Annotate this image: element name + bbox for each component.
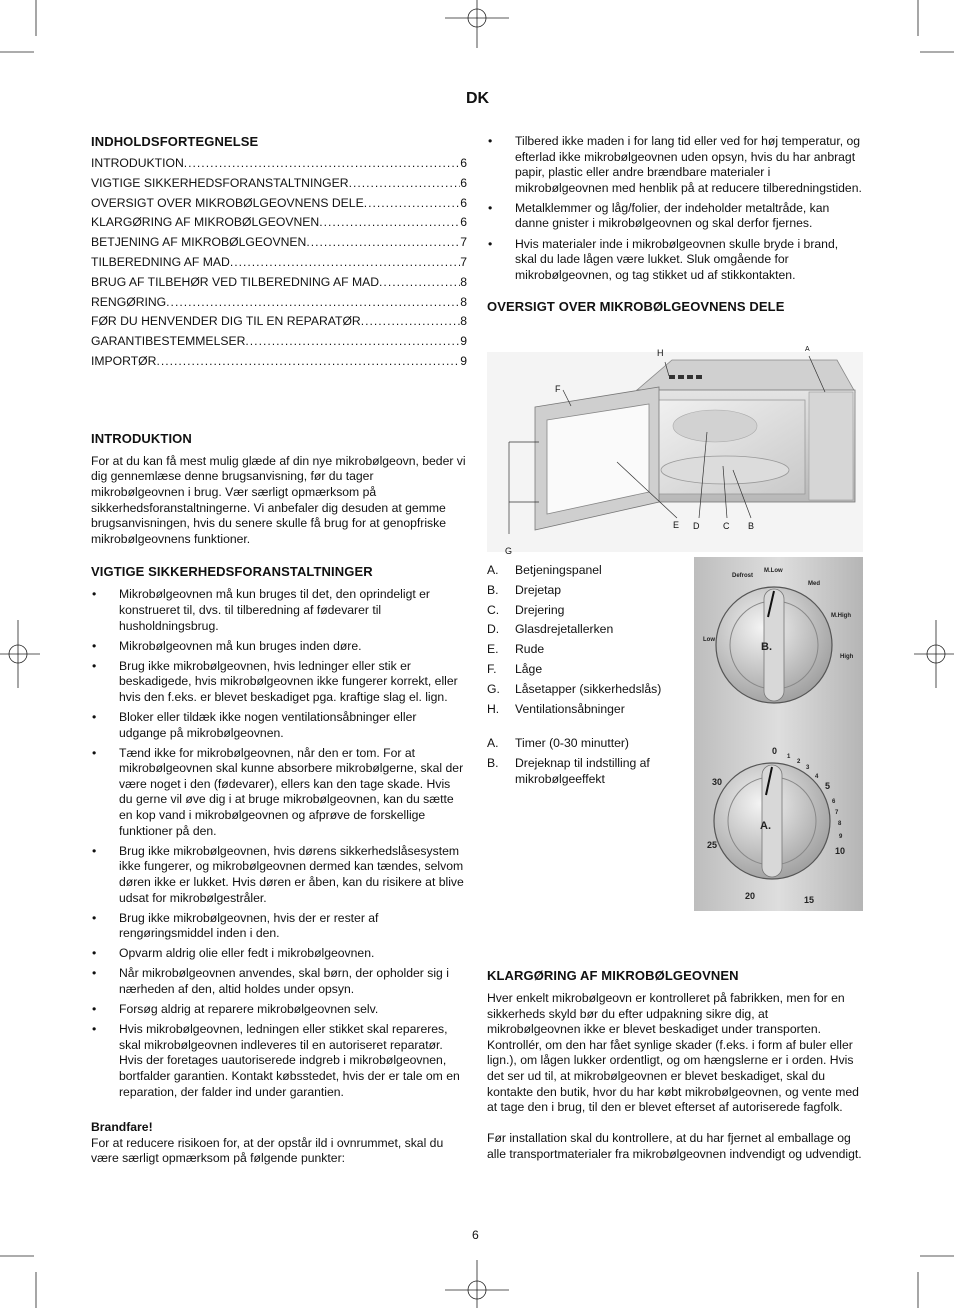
- toc-leader-dots: [349, 174, 461, 194]
- part-key: C.: [487, 602, 500, 617]
- toc-entry-page: 6: [460, 215, 467, 230]
- toc-entry-title: FØR DU HENVENDER DIG TIL EN REPARATØR: [91, 314, 361, 329]
- part-item: [487, 734, 687, 754]
- power-level-mhigh: M.High: [831, 613, 851, 619]
- part-key: D.: [487, 622, 500, 637]
- parts-section: [487, 299, 863, 314]
- part-label: Drejeknap til indstilling af mikrobølgeeffekt: [515, 756, 650, 786]
- fire-text: For at reducere risikoen for, at der opstår ild i ovnrummet, skal du være særligt opmærksom på følgende punkter:: [91, 1135, 444, 1166]
- setup-paragraph-2: Før installation skal du kontrollere, at du har fjernet al emballage og alle transportmaterialer fra mikrobølgeovnen indvendigt og udvendigt.: [487, 1131, 862, 1161]
- diagram-label-c: C: [723, 521, 730, 531]
- part-label: Låsetapper (sikkerhedslås): [515, 681, 662, 696]
- right-column: [487, 134, 863, 322]
- toc-entry-page: 9: [460, 334, 467, 349]
- fire-section: [91, 1120, 467, 1167]
- toc-leader-dots: [245, 332, 460, 352]
- toc-entry-title: OVERSIGT OVER MIKROBØLGEOVNENS DELE: [91, 195, 364, 210]
- part-key: A.: [487, 736, 499, 751]
- bullet-item: • Metalklemmer og låg/folier, der indeholder metaltråde, kan danne gnister i mikrobølgeovnen og skal derfor fjernes.: [487, 201, 863, 232]
- toc-entry-title: BETJENING AF MIKROBØLGEOVNEN: [91, 235, 307, 250]
- intro-heading: INTRODUKTION: [91, 430, 192, 446]
- setup-paragraph-1: Hver enkelt mikrobølgeovn er kontrolleret på fabrikken, men for en sikkerheds skyld bør du efter udpakning sikre dig, at mikrobølgeovnen ikke er blevet beskadiget under transporten. Kontrollér, om den har fået synlige skader (f.eks. i form af buler eller lign.), om lågen lukker ordentligt, og om hængslerne er i orden. Hvis det ser ud til, at mikrobølgeovnen er blevet beskadiget, skal du kontakte den butik, hvor du har købt mikrobølgeovnen, og vente med at tage den i brug, til den er blevet efterset af autoriserede fagfolk.: [487, 991, 859, 1115]
- toc-leader-dots: [379, 273, 460, 293]
- part-item: [487, 620, 687, 640]
- microwave-diagram: [487, 342, 863, 560]
- timer-number: 3: [806, 765, 810, 771]
- toc-heading: INDHOLDSFORTEGNELSE: [91, 134, 259, 149]
- toc-leader-dots: [361, 312, 460, 332]
- timer-number: 15: [804, 895, 815, 905]
- timer-number: 25: [707, 840, 718, 850]
- diagram-label-b: B: [748, 521, 755, 531]
- part-item: [487, 660, 687, 680]
- timer-number: 1: [787, 754, 791, 760]
- bullet-item: • Når mikrobølgeovnen anvendes, skal børn, der opholder sig i nærheden af den, altid holdes under opsyn.: [91, 966, 467, 997]
- fire-heading: Brandfare!: [91, 1120, 153, 1135]
- page-number: 6: [472, 1228, 479, 1242]
- timer-number: 4: [815, 774, 819, 780]
- toc-entry-page: 6: [460, 156, 467, 170]
- timer-number: 5: [825, 781, 831, 791]
- bullet-item: • Brug ikke mikrobølgeovnen, hvis dørens sikkerhedslåsesystem ikke fungerer, og mikrobølgeovnen dermed kan tændes, selvom døren ikke er lukket. Hvis døren er åben, kan du risikere at blive udsat for mikrobølgestråler.: [91, 844, 467, 906]
- power-level-low: Low: [703, 637, 715, 643]
- part-label: Rude: [515, 642, 545, 657]
- toc-list: [91, 154, 467, 372]
- toc-leader-dots: [230, 253, 460, 273]
- timer-number: 20: [745, 891, 756, 901]
- toc-entry: [91, 332, 467, 352]
- bullet-item: • Hvis mikrobølgeovnen, ledningen eller stikket skal repareres, skal mikrobølgeovnen indleveres til en autoriseret reparatør. Hvis der foretages uautoriserede indgreb i mikrobølgeovnen, bortfalder garantien. Kontakt købsstedet, hvis der er tale om en reparation, der falder ind under garantien.: [91, 1022, 467, 1100]
- power-level-defrost: Defrost: [732, 573, 754, 579]
- power-knob-marker: B.: [761, 641, 772, 653]
- toc-leader-dots: [319, 213, 460, 233]
- part-key: B.: [487, 756, 499, 771]
- part-label: Drejering: [515, 602, 565, 617]
- toc-entry-page: 9: [460, 353, 467, 368]
- part-key: F.: [487, 661, 497, 676]
- toc-entry: [91, 273, 467, 293]
- toc-entry-page: 6: [460, 175, 467, 190]
- toc-entry: [91, 312, 467, 332]
- power-level-high: High: [840, 654, 854, 660]
- diagram-label-d: D: [693, 521, 700, 531]
- toc-leader-dots: [306, 233, 460, 253]
- part-label: Betjeningspanel: [515, 563, 602, 577]
- part-label: Timer (0-30 minutter): [515, 736, 629, 751]
- toc-entry-title: VIGTIGE SIKKERHEDSFORANSTALTNINGER: [91, 175, 349, 190]
- toc-entry: [91, 233, 467, 253]
- toc-leader-dots: [364, 194, 461, 214]
- diagram-label-e: E: [673, 520, 680, 530]
- timer-number: 0: [772, 746, 778, 756]
- diagram-label-f: F: [555, 384, 561, 394]
- toc-entry-title: KLARGØRING AF MIKROBØLGEOVNEN: [91, 215, 320, 230]
- bullet-item: • Forsøg aldrig at reparere mikrobølgeovnen selv.: [91, 1002, 467, 1018]
- fire-list: [487, 134, 863, 283]
- safety-list: [91, 587, 467, 1100]
- bullet-item: • Opvarm aldrig olie eller fedt i mikrobølgeovnen.: [91, 946, 467, 962]
- power-level-mlow: M.Low: [764, 568, 783, 574]
- part-item: [487, 561, 687, 581]
- toc-leader-dots: [166, 293, 460, 313]
- part-item: [487, 680, 687, 700]
- toc-entry-title: IMPORTØR: [91, 353, 157, 368]
- part-item: [487, 640, 687, 660]
- setup-section: [487, 968, 863, 1163]
- table-of-contents: [91, 134, 467, 372]
- toc-entry: [91, 213, 467, 233]
- part-key: G.: [487, 681, 500, 696]
- timer-number: 10: [835, 846, 846, 856]
- part-key: E.: [487, 642, 499, 657]
- bullet-item: • Hvis materialer inde i mikrobølgeovnen skulle bryde i brand, skal du lade lågen være lukket. Sluk omgående for mikrobølgeovnen, og tag stikket ud af stikkontakten.: [487, 237, 863, 284]
- part-item: [487, 601, 687, 621]
- timer-number: 9: [839, 834, 843, 840]
- intro-text: For at du kan få mest mulig glæde af din nye mikrobølgeovn, beder vi dig gennemlæse denne brugsanvisning, før du tager mikrobølgeovnen i brug. Vær særligt opmærksom på sikkerhedsforanstaltningerne. Vi anbefaler dig desuden at gemme brugsanvisningen, hvis du senere skulle få brug for at genopfriske mikrobølgeovnens funktioner.: [91, 453, 466, 546]
- parts-heading: OVERSIGT OVER MIKROBØLGEOVNENS DELE: [487, 299, 785, 315]
- toc-entry-page: 8: [460, 274, 467, 289]
- toc-entry-page: 7: [460, 235, 467, 250]
- toc-entry-title: GARANTIBESTEMMELSER: [91, 334, 246, 349]
- parts-list: [487, 561, 687, 787]
- toc-entry-title: TILBEREDNING AF MAD: [91, 254, 230, 269]
- bullet-item: • Tilbered ikke maden i for lang tid eller ved for høj temperatur, og efterlad ikke mikrobølgeovnen uden opsyn, hvis du har anbragt papir, plastic eller andre brændbare materialer i mikrobølgeovnen med henblik på at reducere tilberedningstiden.: [487, 134, 863, 196]
- part-key: B.: [487, 582, 499, 597]
- part-label: Glasdrejetallerken: [515, 622, 614, 637]
- bullet-item: • Bloker eller tildæk ikke nogen ventilationsåbninger eller udgange på mikrobølgeovnen.: [91, 710, 467, 741]
- timer-knob-marker: A.: [760, 820, 771, 832]
- bullet-item: • Brug ikke mikrobølgeovnen, hvis ledninger eller stik er beskadigede, hvis mikrobølgeovnen ikke fungerer korrekt, eller hvis den f.eks. er blevet beskadiget pga. kraftige slag el. lign.: [91, 659, 467, 706]
- toc-entry-title: RENGØRING: [91, 294, 167, 309]
- diagram-label-a: A: [805, 346, 810, 353]
- timer-number: 7: [835, 810, 839, 816]
- part-key: A.: [487, 563, 499, 577]
- part-key: H.: [487, 701, 500, 716]
- intro-section: [91, 431, 467, 548]
- toc-entry: [91, 352, 467, 372]
- part-label: Ventilationsåbninger: [515, 701, 625, 716]
- part-item: [487, 581, 687, 601]
- safety-section: [91, 564, 467, 1100]
- language-tag: DK: [466, 90, 490, 107]
- toc-entry-page: 8: [460, 294, 467, 309]
- timer-number: 2: [797, 759, 801, 765]
- toc-leader-dots: [184, 154, 460, 174]
- bullet-item: • Tænd ikke for mikrobølgeovnen, når den er tom. For at mikrobølgeovnen skal kunne absorbere mikrobølgerne, skal der være noget i den (fødevarer), ellers kan den tage skade. Hvis du gerne vil øve dig i at bruge mikrobølgeovnen, kan du sætte en kop vand i mikrobølgeovnen og afprøve de forskellige funktioner på den.: [91, 746, 467, 840]
- power-level-med: Med: [808, 581, 820, 587]
- bullet-item: • Mikrobølgeovnen må kun bruges inden døre.: [91, 639, 467, 655]
- diagram-label-h: H: [657, 348, 664, 358]
- toc-entry-page: 7: [460, 254, 467, 269]
- toc-entry: [91, 174, 467, 194]
- toc-leader-dots: [156, 352, 460, 372]
- part-item: [487, 700, 687, 720]
- toc-entry: [91, 194, 467, 214]
- part-label: Drejetap: [515, 582, 562, 597]
- control-panel-dials: [694, 557, 863, 911]
- toc-entry-page: 8: [460, 314, 467, 329]
- toc-entry-title: INTRODUKTION: [91, 156, 184, 170]
- toc-entry-page: 6: [460, 195, 467, 210]
- part-item: [487, 754, 687, 787]
- turntable: [661, 456, 789, 484]
- toc-entry: [91, 253, 467, 273]
- diagram-label-g: G: [505, 546, 513, 556]
- bullet-item: • Brug ikke mikrobølgeovnen, hvis der er rester af rengøringsmiddel inden i den.: [91, 911, 467, 942]
- toc-entry-title: BRUG AF TILBEHØR VED TILBEREDNING AF MAD: [91, 274, 380, 289]
- safety-heading: VIGTIGE SIKKERHEDSFORANSTALTNINGER: [91, 564, 373, 580]
- toc-entry: [91, 154, 467, 174]
- timer-number: 8: [838, 821, 842, 827]
- setup-heading: KLARGØRING AF MIKROBØLGEOVNEN: [487, 968, 739, 983]
- toc-entry: [91, 293, 467, 313]
- timer-number: 6: [832, 799, 836, 805]
- timer-number: 30: [712, 777, 723, 787]
- control-panel: [809, 392, 853, 500]
- part-label: Låge: [515, 661, 543, 676]
- bullet-item: • Mikrobølgeovnen må kun bruges til det, den oprindeligt er konstrueret til, dvs. til tilberedning af fødevarer til husholdningsbrug.: [91, 587, 467, 634]
- left-column: [91, 134, 467, 1167]
- cavity-light: [673, 410, 757, 442]
